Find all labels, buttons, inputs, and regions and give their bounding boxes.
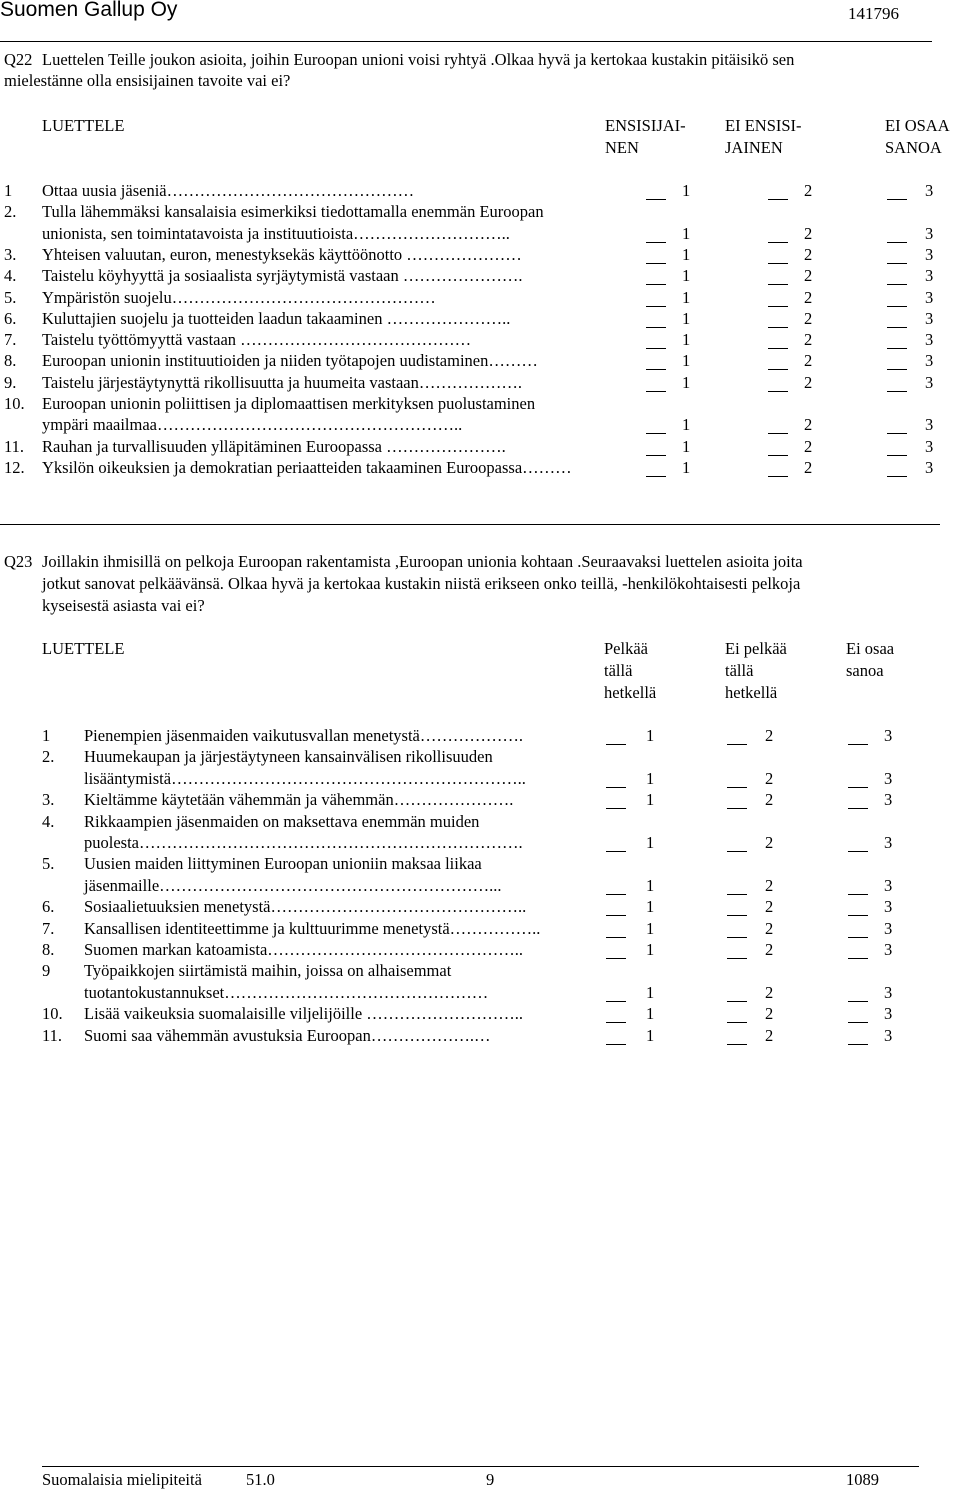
q23-question-line2: jotkut sanovat pelkäävänsä. Olkaa hyvä ja kertokaa kustakin niistä erikseen onko teillä, -henkilökohtaisesti pelkoja [42,574,801,593]
response-code: 2 [765,1004,774,1024]
response-blank[interactable] [768,476,788,477]
q23-item-text: Kansallisen identiteettimme ja kulttuurimme menetystä…………….. [84,918,541,938]
response-blank[interactable] [887,306,907,307]
q23-item-number: 2. [42,747,55,767]
response-code: 1 [646,833,655,852]
q22-item-text: Yksilön oikeuksien ja demokratian periaatteiden takaaminen Euroopassa……… [42,457,572,477]
response-blank[interactable] [727,894,747,895]
q23-item-text: Sosiaalietuuksien menetystä……………………………………….. [84,897,527,917]
q22-item-text: Taistelu työttömyyttä vastaan …………………………………… [42,330,472,350]
response-blank[interactable] [606,937,626,938]
q22-col3-header-line2: SANOA [885,138,942,157]
response-code: 1 [682,266,691,286]
q23-item-text: jäsenmaille……………………………………………………... [84,875,502,895]
response-blank[interactable] [848,851,868,852]
response-code: 2 [765,982,774,1002]
response-blank[interactable] [887,433,907,434]
response-code: 1 [682,244,691,264]
q23-item-number: 8. [42,940,55,959]
response-code: 1 [646,897,655,917]
q22-item-text: Taistelu köyhyyttä ja sosiaalista syrjäytymistä vastaan …………………. [42,266,523,286]
response-code: 3 [884,833,893,852]
response-code: 1 [682,415,691,435]
response-blank[interactable] [768,348,788,349]
response-blank[interactable] [727,915,747,916]
response-blank[interactable] [646,348,666,349]
q23-question-line1: Joillakin ihmisillä on pelkoja Euroopan rakentamista ,Euroopan unionia kohtaan .Seuraavaksi luettelen asioita joita [42,552,803,571]
q23-item-number: 9 [42,961,51,981]
q22-question-line1: Luettelen Teille joukon asioita, joihin Euroopan unioni voisi ryhtyä .Olkaa hyvä ja kertokaa kustakin pitäisikö sen [42,50,795,69]
response-blank[interactable] [887,348,907,349]
response-code: 3 [925,330,934,350]
response-code: 2 [765,833,774,852]
response-blank[interactable] [768,284,788,285]
q22-item-number: 9. [4,372,17,392]
q23-item-number: 10. [42,1004,63,1024]
q23-item-number: 6. [42,897,55,917]
response-blank[interactable] [727,744,747,745]
response-code: 2 [804,287,813,307]
response-code: 2 [804,223,813,243]
q22-col1-header: ENSISIJAI- [605,116,686,135]
response-blank[interactable] [848,1022,868,1023]
response-code: 3 [925,223,934,243]
q22-label: Q22 [4,50,33,69]
response-code: 2 [804,330,813,350]
response-code: 1 [682,372,691,392]
response-code: 3 [925,244,934,264]
response-blank[interactable] [646,199,666,200]
response-code: 1 [646,790,655,810]
footer-page: 1089 [846,1470,879,1489]
q23-label: Q23 [4,552,33,571]
response-blank[interactable] [606,894,626,895]
response-blank[interactable] [848,915,868,916]
response-blank[interactable] [768,433,788,434]
response-code: 1 [682,287,691,307]
q22-item-number: 6. [4,308,17,328]
response-blank[interactable] [887,369,907,370]
response-blank[interactable] [727,787,747,788]
response-code: 3 [884,768,893,788]
response-code: 3 [925,308,934,328]
q23-question-line3: kyseisestä asiasta vai ei? [42,596,205,615]
q23-item-number: 3. [42,790,55,810]
response-blank[interactable] [606,851,626,852]
response-code: 3 [884,940,893,959]
q23-item-number: 11. [42,1025,63,1045]
footer-publication: Suomalaisia mielipiteitä [42,1470,202,1489]
response-code: 3 [884,1025,893,1045]
response-blank[interactable] [606,915,626,916]
response-blank[interactable] [887,199,907,200]
response-code: 1 [646,1025,655,1045]
q23-col2-header-line3: hetkellä [725,683,778,702]
response-code: 3 [884,1004,893,1024]
response-code: 2 [765,918,774,938]
q22-item-number: 10. [4,394,25,413]
response-code: 3 [925,436,934,456]
q23-col1-header-line3: hetkellä [604,683,657,702]
q23-instruction: LUETTELE [42,639,125,658]
q23-item-text: Työpaikkojen siirtämistä maihin, joissa on alhaisemmat [84,961,452,981]
response-code: 3 [884,726,893,745]
response-code: 1 [646,982,655,1002]
response-code: 2 [804,415,813,435]
q22-item-text: Ympäristön suojelu………………………………………… [42,287,436,307]
q22-col1-header-line2: NEN [605,138,639,157]
q23-item-number: 5. [42,854,55,874]
response-blank[interactable] [727,1022,747,1023]
q22-item-number: 12. [4,457,25,477]
q22-item-text: Kuluttajien suojelu ja tuotteiden laadun takaaminen ………………….. [42,308,511,328]
response-code: 1 [682,351,691,371]
response-blank[interactable] [727,1044,747,1045]
response-code: 1 [682,223,691,243]
response-code: 1 [646,940,655,959]
response-blank[interactable] [848,958,868,959]
response-blank[interactable] [646,369,666,370]
response-code: 1 [646,918,655,938]
response-blank[interactable] [646,476,666,477]
response-blank[interactable] [848,744,868,745]
q23-item-text: lisääntymistä……………………………………………………….. [84,768,526,788]
response-blank[interactable] [646,284,666,285]
q22-item-text: Rauhan ja turvallisuuden ylläpitäminen Euroopassa …………………. [42,436,506,456]
q23-item-text: Lisää vaikeuksia suomalaisille viljelijöille ……………………….. [84,1004,524,1024]
q23-col3-header: Ei osaa [846,639,895,658]
q23-col1-header: Pelkää [604,639,648,658]
survey-code: 141796 [848,4,899,23]
q22-item-number: 11. [4,436,25,456]
response-code: 1 [682,457,691,477]
response-code: 3 [884,875,893,895]
response-code: 2 [804,372,813,392]
q23-col2-header-line2: tällä [725,661,754,680]
response-code: 3 [925,181,934,200]
response-code: 1 [646,1004,655,1024]
response-blank[interactable] [606,744,626,745]
q23-item-text: Suomen markan katoamista……………………………………….. [84,940,524,959]
q22-col2-header: EI ENSISI- [725,116,802,135]
response-code: 1 [682,308,691,328]
response-blank[interactable] [727,937,747,938]
response-code: 2 [765,726,774,745]
q22-instruction: LUETTELE [42,116,125,135]
response-code: 1 [646,875,655,895]
response-blank[interactable] [887,455,907,456]
footer-rule [42,1466,919,1467]
response-blank[interactable] [887,391,907,392]
response-blank[interactable] [768,242,788,243]
response-blank[interactable] [606,1022,626,1023]
q23-item-number: 4. [42,811,55,831]
footer-volume: 51.0 [246,1470,275,1489]
response-blank[interactable] [606,787,626,788]
section-divider [0,524,940,525]
q22-item-text: Euroopan unionin instituutioiden ja niiden työtapojen uudistaminen……… [42,351,538,371]
response-blank[interactable] [768,369,788,370]
q23-item-text: Uusien maiden liittyminen Euroopan unioniin maksaa liikaa [84,854,482,874]
response-blank[interactable] [768,306,788,307]
response-code: 1 [646,726,655,745]
response-blank[interactable] [848,808,868,809]
response-code: 2 [765,768,774,788]
response-code: 3 [925,415,934,435]
response-code: 3 [884,982,893,1002]
response-blank[interactable] [887,242,907,243]
response-blank[interactable] [606,1044,626,1045]
response-blank[interactable] [606,808,626,809]
response-blank[interactable] [646,306,666,307]
response-code: 3 [925,266,934,286]
response-blank[interactable] [646,391,666,392]
response-blank[interactable] [768,199,788,200]
q23-col1-header-line2: tällä [604,661,633,680]
response-code: 2 [765,940,774,959]
response-blank[interactable] [727,851,747,852]
response-code: 1 [682,436,691,456]
q23-item-text: Huumekaupan ja järjestäytyneen kansainvälisen rikollisuuden [84,747,493,767]
response-code: 2 [804,457,813,477]
q22-col2-header-line2: JAINEN [725,138,783,157]
response-blank[interactable] [606,1001,626,1002]
response-code: 2 [804,244,813,264]
response-blank[interactable] [768,391,788,392]
response-blank[interactable] [887,284,907,285]
q22-item-text: unionista, sen toimintatavoista ja instituutioista……………………….. [42,223,510,243]
response-code: 2 [765,875,774,895]
q23-item-number: 7. [42,918,55,938]
response-blank[interactable] [848,894,868,895]
q23-item-number: 1 [42,726,51,745]
company-name: Suomen Gallup Oy [0,0,178,21]
response-code: 3 [925,372,934,392]
footer-section: 9 [486,1470,495,1489]
header-rule [0,41,932,42]
q23-col2-header: Ei pelkää [725,639,787,658]
q22-item-text: Euroopan unionin poliittisen ja diplomaattisen merkityksen puolustaminen [42,394,536,413]
q23-item-text: puolesta……………………………………………………………. [84,833,523,852]
response-code: 2 [765,897,774,917]
response-code: 2 [804,181,813,200]
response-blank[interactable] [848,787,868,788]
q22-item-number: 7. [4,330,17,350]
response-blank[interactable] [887,476,907,477]
q22-item-number: 1 [4,181,13,200]
response-blank[interactable] [887,327,907,328]
q22-question-line2: mielestänne olla ensisijainen tavoite vai ei? [4,71,291,90]
response-code: 3 [925,351,934,371]
response-code: 2 [804,436,813,456]
response-code: 1 [682,181,691,200]
response-code: 1 [646,768,655,788]
q23-item-text: Pienempien jäsenmaiden vaikutusvallan menetystä………………. [84,726,523,745]
response-blank[interactable] [646,433,666,434]
response-blank[interactable] [887,263,907,264]
response-blank[interactable] [848,1001,868,1002]
q22-item-text: Tulla lähemmäksi kansalaisia esimerkiksi tiedottamalla enemmän Euroopan [42,202,544,222]
q22-item-number: 8. [4,351,17,371]
response-code: 3 [925,287,934,307]
q22-item-text: Taistelu järjestäytynyttä rikollisuutta ja huumeita vastaan………………. [42,372,522,392]
response-code: 1 [682,330,691,350]
response-blank[interactable] [646,242,666,243]
response-blank[interactable] [727,1001,747,1002]
q22-col3-header: EI OSAA [885,116,950,135]
q22-item-number: 2. [4,202,17,222]
response-blank[interactable] [646,327,666,328]
q22-item-text: Ottaa uusia jäseniä……………………………………… [42,181,415,200]
q22-item-number: 3. [4,244,17,264]
response-blank[interactable] [768,455,788,456]
response-code: 3 [884,790,893,810]
q23-item-text: tuotantokustannukset………………………………………… [84,982,489,1002]
response-blank[interactable] [606,958,626,959]
response-blank[interactable] [768,263,788,264]
response-blank[interactable] [848,937,868,938]
response-code: 3 [884,918,893,938]
response-blank[interactable] [768,327,788,328]
response-code: 2 [804,308,813,328]
response-blank[interactable] [727,808,747,809]
q23-item-text: Rikkaampien jäsenmaiden on maksettava enemmän muiden [84,811,480,831]
q22-item-text: Yhteisen valuutan, euron, menestyksekäs käyttöönotto ………………… [42,244,522,264]
q22-item-number: 4. [4,266,17,286]
response-blank[interactable] [646,263,666,264]
response-blank[interactable] [848,1044,868,1045]
response-code: 3 [884,897,893,917]
q23-item-text: Kieltämme käytetään vähemmän ja vähemmän…………………. [84,790,514,810]
response-code: 2 [765,790,774,810]
response-code: 2 [765,1025,774,1045]
response-blank[interactable] [727,958,747,959]
q23-col3-header-line2: sanoa [846,661,884,680]
q22-item-text: ympäri maailmaa……………………………………………….. [42,415,463,435]
response-code: 2 [804,266,813,286]
response-code: 3 [925,457,934,477]
q22-item-number: 5. [4,287,17,307]
response-blank[interactable] [646,455,666,456]
q23-item-text: Suomi saa vähemmän avustuksia Euroopan……………….… [84,1025,491,1045]
response-code: 2 [804,351,813,371]
